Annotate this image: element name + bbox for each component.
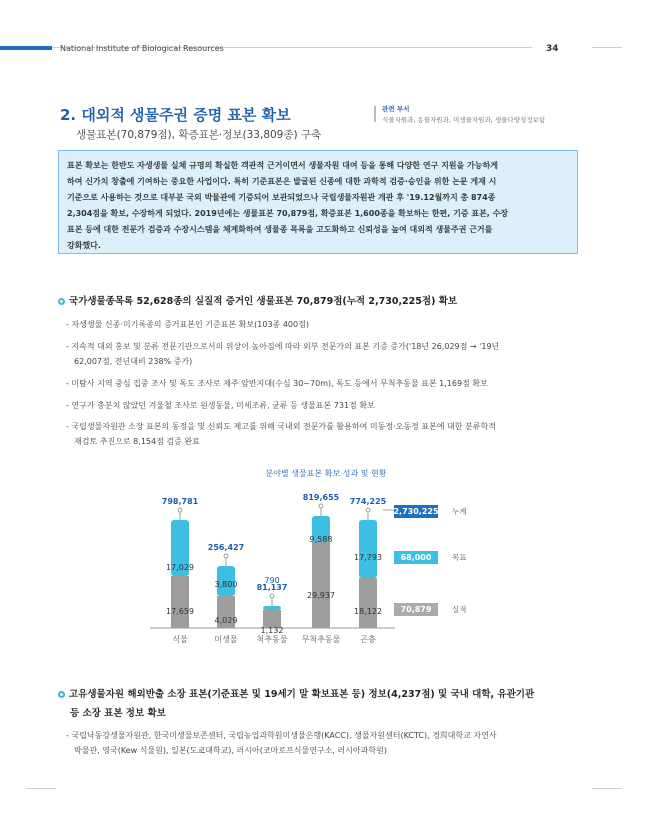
bar-achieved (312, 542, 330, 628)
bar-chart (0, 480, 652, 660)
related-divider (374, 106, 376, 122)
total-marker (319, 504, 323, 508)
summary-line: 표본 등에 대한 전문가 검증과 수장시스템을 체계화하여 생물종 목록을 고도화하고 신뢰성을 높여 대외적 생물주권 근거를 (67, 225, 493, 234)
data-label-achieved: 18,122 (354, 607, 382, 616)
x-tick-label: 무척추동물 (301, 635, 341, 644)
total-label: 798,781 (161, 497, 199, 506)
total-label: 819,655 (302, 493, 340, 502)
summary-line: 2,304점을 확보, 수장하게 되었다. 2019년에는 생물표본 70,879점, 확증표본 1,600종을 확보하는 한편, 기증 표본, 수장 (67, 209, 509, 218)
list-item: 재검토 추진으로 8,154점 검증 완료 (74, 437, 200, 446)
x-tick-label: 척추동물 (256, 635, 288, 644)
data-label-achieved: 17,659 (166, 607, 194, 616)
footer-rule-left (26, 788, 56, 789)
data-label-target: 3,800 (214, 580, 238, 589)
summary-line: 기준으로 사용하는 것으로 대부분 국외 박물관에 기증되어 보관되었으나 국립생물자원관 개관 후 '19.12월까지 총 874종 (67, 193, 496, 202)
x-tick-label: 미생물 (214, 635, 238, 644)
bar-achieved (359, 578, 377, 628)
data-label-achieved: 4,029 (214, 616, 238, 625)
data-label-target: 9,588 (309, 535, 333, 544)
total-marker (224, 554, 228, 558)
legend-achieved-value: 70,879 (400, 605, 432, 614)
total-marker (178, 508, 182, 512)
bullet-icon (58, 691, 65, 698)
summary-line: 표본 확보는 한반도 자생생물 실체 규명의 확실한 객관적 근거이면서 생물자원 대여 등을 통해 다양한 연구 지원을 가능하게 (67, 161, 498, 170)
legend-achieved-label: 실적 (452, 605, 467, 614)
footer-rule-right (592, 788, 622, 789)
list-item: - 지속적 대외 홍보 및 분류 전문기관으로서의 위상이 높아짐에 따라 외부 전문가의 표본 기증 증가('18년 26,029점 → '19년 (66, 342, 500, 351)
list-item: - 미탐사 지역 중심 집중 조사 및 독도 조사로 제주 암반지대(수심 30~70m), 독도 등에서 무척추동물 표본 1,169점 확보 (66, 379, 488, 388)
header-org: National Institute of Biological Resources (60, 44, 224, 53)
list-item: - 국립낙동강생물자원관, 한국미생물보존센터, 국립농업과학원미생물은행(KACC), 생물자원센터(KCTC), 경희대학교 자연사 (66, 731, 497, 740)
bullet1-heading (58, 293, 457, 307)
x-tick-label: 곤충 (360, 635, 376, 644)
bullet2-heading (58, 686, 534, 700)
header-accent-bar (0, 46, 52, 50)
data-label-achieved: 1,132 (260, 626, 284, 635)
legend-target-label: 목표 (452, 553, 467, 562)
total-label: 81,137 (256, 583, 288, 592)
data-label-target: 17,793 (354, 553, 382, 562)
section-subtitle: 생물표본(70,879점), 확증표본·정보(33,809종) 구축 (76, 129, 322, 141)
summary-box (58, 150, 578, 254)
summary-line: 강화했다. (67, 241, 101, 250)
data-label-achieved: 29,937 (307, 591, 335, 600)
bullet-icon (58, 298, 65, 305)
list-item: 박물관, 영국(Kew 식물원), 일본(도쿄대학교), 러시아(코마로프식물연구소, 러시아과학원) (74, 746, 387, 755)
data-label-target: 17,029 (166, 563, 194, 572)
section-title: 2. 대외적 생물주권 증명 표본 확보 (60, 106, 291, 124)
legend-total-value: 2,730,225 (393, 507, 439, 516)
x-tick-label: 식물 (172, 635, 188, 644)
list-item: 62,007점, 전년대비 238% 증가) (74, 357, 193, 366)
total-label: 774,225 (349, 497, 387, 506)
bar-achieved (171, 576, 189, 628)
header-rule-right (592, 47, 622, 48)
legend-target-value: 68,000 (400, 553, 432, 562)
bullet2-heading-text: 고유생물자원 해외반출 소장 표본(기준표본 및 19세기 말 확보표본 등) 정보(4,237점) 및 국내 대학, 유관기관 (69, 689, 535, 700)
data-label-target: 790 (264, 576, 280, 585)
related-label: 관련 부서 (382, 105, 410, 113)
summary-line: 하여 신가치 창출에 기여하는 중요한 사업이다. 특히 기준표본은 발굴된 신종에 대한 과학적 검증·승인을 위한 논문 게재 시 (67, 177, 497, 186)
related-depts: 식물자원과, 동물자원과, 미생물자원과, 생물다양성정보팀 (382, 116, 546, 124)
page-number: 34 (546, 44, 559, 54)
list-item: - 국립생물자원관 소장 표본의 동정을 및 신뢰도 제고를 위해 국내외 전문가를 활용하여 미동정·오동정 표본에 대한 분류학적 (66, 422, 496, 431)
total-marker (270, 594, 274, 598)
chart-title: 분야별 생물표본 확보 성과 및 현황 (265, 469, 387, 478)
bar-target (359, 520, 377, 578)
bullet1-heading-text: 국가생물종목록 52,628종의 실질적 증거인 생물표본 70,879점(누적 2,730,225점) 확보 (69, 296, 458, 307)
legend-total-label: 누계 (452, 507, 467, 516)
total-marker (366, 508, 370, 512)
bar-target (263, 606, 281, 610)
bullet2-heading-cont: 등 소장 표본 정보 확보 (70, 708, 166, 719)
list-item: - 연구가 충분치 않았던 겨울철 조사로 원생동물, 미세조류, 균류 등 생물표본 731점 확보 (66, 401, 375, 410)
total-label: 256,427 (207, 543, 245, 552)
list-item: - 자생생물 신종·미기록종의 증거표본인 기준표본 확보(103종 400점) (66, 320, 309, 329)
